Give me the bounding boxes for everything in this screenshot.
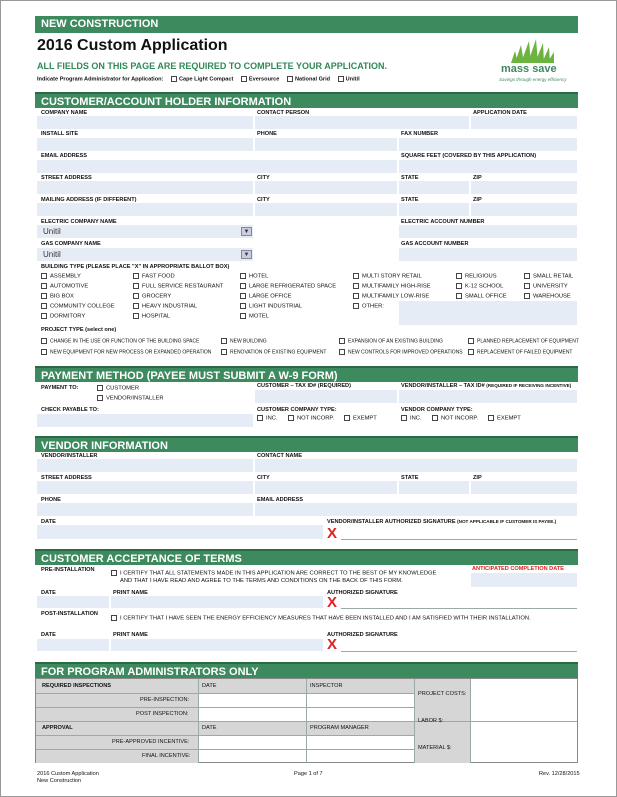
bt-religious[interactable]: RELIGIOUS	[456, 273, 497, 280]
logo-tagline: Savings through energy efficiency	[499, 77, 567, 82]
footer-revision: Rev. 12/28/2015	[539, 771, 580, 777]
vendor-zip-label: ZIP	[473, 475, 482, 481]
final-incentive-label: FINAL INCENTIVE:	[142, 753, 191, 759]
email-label: EMAIL ADDRESS	[41, 153, 87, 159]
install-site-field[interactable]	[37, 138, 253, 151]
pt-expansion[interactable]: EXPANSION OF AN EXISTING BUILDING	[339, 338, 443, 344]
mailing-state-label: STATE	[401, 197, 419, 203]
post-signature-line	[341, 651, 577, 652]
vendor-street-label: STREET ADDRESS	[41, 475, 92, 481]
required-inspections-label: REQUIRED INSPECTIONS	[42, 683, 111, 689]
bt-heavy-industrial[interactable]: HEAVY INDUSTRIAL	[133, 303, 197, 310]
cust-type-exempt[interactable]: EXEMPT	[344, 415, 377, 422]
zip-field[interactable]	[471, 181, 577, 194]
program-manager-label: PROGRAM MANAGER	[310, 725, 369, 731]
page-title: 2016 Custom Application	[37, 37, 228, 54]
street-address-label: STREET ADDRESS	[41, 175, 92, 181]
contact-person-field[interactable]	[255, 116, 469, 129]
street-address-field[interactable]	[37, 181, 253, 194]
labor-label: LABOR $:	[418, 718, 444, 724]
footer-page-number: Page 1 of 7	[294, 771, 323, 777]
vend-type-notincorp[interactable]: NOT INCORP.	[432, 415, 478, 422]
vendor-state-label: STATE	[401, 475, 419, 481]
bt-fast-food[interactable]: FAST FOOD	[133, 273, 175, 280]
pt-new-building[interactable]: NEW BUILDING	[221, 338, 267, 344]
vendor-street-field[interactable]	[37, 481, 253, 494]
mailing-state-field[interactable]	[399, 203, 469, 216]
post-inspection-label: POST INSPECTION:	[136, 711, 189, 717]
vendor-email-label: EMAIL ADDRESS	[257, 497, 303, 503]
bt-multifamily-high[interactable]: MULTIFAMILY HIGH-RISE	[353, 283, 431, 290]
pre-signature-line	[341, 608, 577, 609]
bt-large-office[interactable]: LARGE OFFICE	[240, 293, 292, 300]
post-date-field[interactable]	[37, 639, 109, 651]
vendor-city-field[interactable]	[255, 481, 397, 494]
mailing-zip-field[interactable]	[471, 203, 577, 216]
footer-doc-sub: New Construction	[37, 778, 82, 784]
bt-university[interactable]: UNIVERSITY	[524, 283, 568, 290]
vend-type-exempt[interactable]: EXEMPT	[488, 415, 521, 422]
material-label: MATERIAL $:	[418, 745, 452, 751]
pt-new-equipment[interactable]: NEW EQUIPMENT FOR NEW PROCESS OR EXPANDED OPERATION	[41, 349, 211, 355]
vendor-date-field[interactable]	[37, 525, 323, 539]
bt-multifamily-low[interactable]: MULTIFAMILY LOW-RISE	[353, 293, 429, 300]
gas-account-field[interactable]	[399, 248, 577, 261]
project-type-title: PROJECT TYPE (select one)	[41, 327, 117, 333]
checkbox-unitil[interactable]	[338, 76, 344, 82]
electric-company-label: ELECTRIC COMPANY NAME	[41, 219, 117, 225]
vendor-type-label: VENDOR COMPANY TYPE:	[401, 407, 473, 413]
admin-selector: Indicate Program Administrator for Application: Cape Light Compact Eversource National Grid Unitil	[37, 76, 360, 83]
pt-new-controls[interactable]: NEW CONTROLS FOR IMPROVED OPERATIONS	[339, 349, 463, 355]
square-feet-label: SQUARE FEET (COVERED BY THIS APPLICATION)	[401, 153, 537, 159]
electric-company-value: Unitil	[43, 227, 61, 236]
vendor-signature-label: VENDOR/INSTALLER AUTHORIZED SIGNATURE (NOT APPLICABLE IF CUSTOMER IS PAYEE.)	[327, 519, 557, 525]
pre-approved-incentive-label: PRE-APPROVED INCENTIVE:	[112, 739, 190, 745]
bt-light-industrial[interactable]: LIGHT INDUSTRIAL	[240, 303, 302, 310]
electric-account-field[interactable]	[399, 225, 577, 238]
section-vendor: VENDOR INFORMATION	[35, 436, 578, 452]
logo-text: mass save	[501, 63, 557, 75]
pre-print-name-field[interactable]	[111, 596, 323, 608]
post-installation-label: POST-INSTALLATION	[41, 611, 98, 617]
approval-label: APPROVAL	[42, 725, 73, 731]
anticipated-date-label: ANTICIPATED COMPLETION DATE	[472, 566, 564, 572]
vend-type-inc[interactable]: INC.	[401, 415, 422, 422]
square-feet-field[interactable]	[399, 160, 577, 173]
gas-account-label: GAS ACCOUNT NUMBER	[401, 241, 469, 247]
pre-auth-signature-label: AUTHORIZED SIGNATURE	[327, 590, 398, 596]
bt-hotel[interactable]: HOTEL	[240, 273, 268, 280]
bt-multi-story-retail[interactable]: MULTI STORY RETAIL	[353, 273, 422, 280]
pre-date-label: DATE	[41, 590, 56, 596]
admin-date2-label: DATE	[202, 725, 217, 731]
bt-assembly[interactable]: ASSEMBLY	[41, 273, 81, 280]
bt-hospital[interactable]: HOSPITAL	[133, 313, 170, 320]
section-customer: CUSTOMER/ACCOUNT HOLDER INFORMATION	[35, 92, 578, 108]
post-install-certify[interactable]: I CERTIFY THAT I HAVE SEEN THE ENERGY EFFICIENCY MEASURES THAT HAVE BEEN INSTALLED AND I AM SATISFIED WITH THEIR INSTALLATION.	[111, 615, 531, 622]
vendor-tax-field[interactable]	[399, 390, 577, 403]
pay-vendor-option[interactable]: VENDOR/INSTALLER	[97, 395, 164, 402]
electric-account-label: ELECTRIC ACCOUNT NUMBER	[401, 219, 485, 225]
checkbox-national-grid[interactable]	[287, 76, 293, 82]
post-auth-signature-label: AUTHORIZED SIGNATURE	[327, 632, 398, 638]
gas-company-label: GAS COMPANY NAME	[41, 241, 101, 247]
chevron-down-icon[interactable]: ▼	[241, 250, 252, 259]
mailing-zip-label: ZIP	[473, 197, 482, 203]
pre-print-name-label: PRINT NAME	[113, 590, 148, 596]
post-date-label: DATE	[41, 632, 56, 638]
electric-company-select[interactable]	[37, 225, 253, 238]
footer-doc-name: 2016 Custom Application	[37, 771, 99, 777]
check-payable-field[interactable]	[37, 414, 253, 427]
post-print-name-field[interactable]	[111, 639, 323, 651]
bt-community-college[interactable]: COMMUNITY COLLEGE	[41, 303, 115, 310]
pre-date-field[interactable]	[37, 596, 109, 608]
mailing-address-field[interactable]	[37, 203, 253, 216]
building-type-title: BUILDING TYPE (PLEASE PLACE "X" IN APPROPRIATE BALLOT BOX)	[41, 264, 230, 270]
phone-label: PHONE	[257, 131, 277, 137]
payment-to-label: PAYMENT TO:	[41, 385, 79, 391]
other-building-field[interactable]	[399, 301, 577, 325]
phone-field[interactable]	[255, 138, 397, 151]
mailing-city-label: CITY	[257, 197, 270, 203]
chevron-down-icon[interactable]: ▼	[241, 227, 252, 236]
post-print-name-label: PRINT NAME	[113, 632, 148, 638]
signature-x-icon[interactable]: X	[327, 525, 338, 542]
section-terms: CUSTOMER ACCEPTANCE OF TERMS	[35, 549, 578, 565]
company-name-field[interactable]	[37, 116, 253, 129]
mailing-city-field[interactable]	[255, 203, 397, 216]
bt-big-box[interactable]: BIG BOX	[41, 293, 74, 300]
vendor-date-label: DATE	[41, 519, 56, 525]
cust-type-inc[interactable]: INC.	[257, 415, 278, 422]
vendor-city-label: CITY	[257, 475, 270, 481]
bt-k12-school[interactable]: K-12 SCHOOL	[456, 283, 503, 290]
bt-motel[interactable]: MOTEL	[240, 313, 269, 320]
admin-date-label: DATE	[202, 683, 217, 689]
contact-person-label: CONTACT PERSON	[257, 110, 310, 116]
pt-failed-replacement[interactable]: REPLACEMENT OF FAILED EQUIPMENT	[468, 349, 572, 355]
vendor-email-field[interactable]	[255, 503, 577, 516]
check-payable-label: CHECK PAYABLE TO:	[41, 407, 99, 413]
pre-install-certify[interactable]: I CERTIFY THAT ALL STATEMENTS MADE IN THIS APPLICATION ARE CORRECT TO THE BEST OF MY KNOWLEDGE	[111, 570, 436, 577]
bt-small-retail[interactable]: SMALL RETAIL	[524, 273, 573, 280]
city-label: CITY	[257, 175, 270, 181]
email-field[interactable]	[37, 160, 397, 173]
section-payment: PAYMENT METHOD (PAYEE MUST SUBMIT A W-9 FORM)	[35, 366, 578, 382]
customer-type-label: CUSTOMER COMPANY TYPE:	[257, 407, 337, 413]
bt-dormitory[interactable]: DORMITORY	[41, 313, 85, 320]
bt-full-service[interactable]: FULL SERVICE RESTAURANT	[133, 283, 223, 290]
zip-label: ZIP	[473, 175, 482, 181]
customer-tax-field[interactable]	[255, 390, 397, 403]
project-costs-label: PROJECT COSTS:	[418, 691, 467, 697]
pre-installation-label: PRE-INSTALLATION	[41, 567, 95, 573]
bt-large-refrigerated[interactable]: LARGE REFRIGERATED SPACE	[240, 283, 336, 290]
header-bar: NEW CONSTRUCTION	[35, 16, 578, 33]
pt-change-use[interactable]: CHANGE IN THE USE OR FUNCTION OF THE BUILDING SPACE	[41, 338, 199, 344]
vendor-tax-label: VENDOR/INSTALLER – TAX ID# (REQUIRED IF RECEIVING INCENTIVE)	[401, 383, 572, 389]
section-admin: FOR PROGRAM ADMINISTRATORS ONLY	[35, 662, 578, 678]
state-field[interactable]	[399, 181, 469, 194]
pt-renovation[interactable]: RENOVATION OF EXISTING EQUIPMENT	[221, 349, 327, 355]
vendor-signature-line	[341, 539, 577, 540]
pay-customer-option[interactable]: CUSTOMER	[97, 385, 139, 392]
vendor-phone-field[interactable]	[37, 503, 253, 516]
vendor-contact-label: CONTACT NAME	[257, 453, 302, 459]
admin-table	[35, 678, 578, 763]
bt-warehouse[interactable]: WAREHOUSE	[524, 293, 571, 300]
vendor-state-field[interactable]	[399, 481, 469, 494]
required-notice: ALL FIELDS ON THIS PAGE ARE REQUIRED TO COMPLETE YOUR APPLICATION.	[37, 61, 388, 71]
pt-planned-replacement[interactable]: PLANNED REPLACEMENT OF EQUIPMENT	[468, 338, 579, 344]
application-date-label: APPLICATION DATE	[473, 110, 527, 116]
pre-install-certify-cont: AND THAT I HAVE READ AND AGREE TO THE TERMS AND CONDITIONS ON THE BACK OF THIS FORM.	[120, 578, 403, 584]
anticipated-date-field[interactable]	[471, 573, 577, 587]
gas-company-value: Unitil	[43, 250, 61, 259]
signature-x-icon[interactable]: X	[327, 636, 338, 653]
bt-other[interactable]: OTHER:	[353, 303, 384, 310]
checkbox-eversource[interactable]	[241, 76, 247, 82]
company-name-label: COMPANY NAME	[41, 110, 88, 116]
vendor-name-label: VENDOR/INSTALLER	[41, 453, 98, 459]
vendor-phone-label: PHONE	[41, 497, 61, 503]
mailing-address-label: MAILING ADDRESS (IF DIFFERENT)	[41, 197, 137, 203]
vendor-contact-field[interactable]	[255, 459, 577, 472]
signature-x-icon[interactable]: X	[327, 594, 338, 611]
application-date-field[interactable]	[471, 116, 577, 129]
fax-field[interactable]	[399, 138, 577, 151]
gas-company-select[interactable]	[37, 248, 253, 261]
fax-label: FAX NUMBER	[401, 131, 438, 137]
bt-grocery[interactable]: GROCERY	[133, 293, 171, 300]
vendor-name-field[interactable]	[37, 459, 253, 472]
vendor-zip-field[interactable]	[471, 481, 577, 494]
pre-inspection-label: PRE-INSPECTION:	[140, 697, 190, 703]
inspector-label: INSPECTOR	[310, 683, 343, 689]
cust-type-notincorp[interactable]: NOT INCORP.	[288, 415, 334, 422]
bt-small-office[interactable]: SMALL OFFICE	[456, 293, 507, 300]
city-field[interactable]	[255, 181, 397, 194]
bt-automotive[interactable]: AUTOMOTIVE	[41, 283, 88, 290]
state-label: STATE	[401, 175, 419, 181]
checkbox-cape-light[interactable]	[171, 76, 177, 82]
customer-tax-label: CUSTOMER – TAX ID# (REQUIRED)	[257, 383, 351, 389]
install-site-label: INSTALL SITE	[41, 131, 79, 137]
